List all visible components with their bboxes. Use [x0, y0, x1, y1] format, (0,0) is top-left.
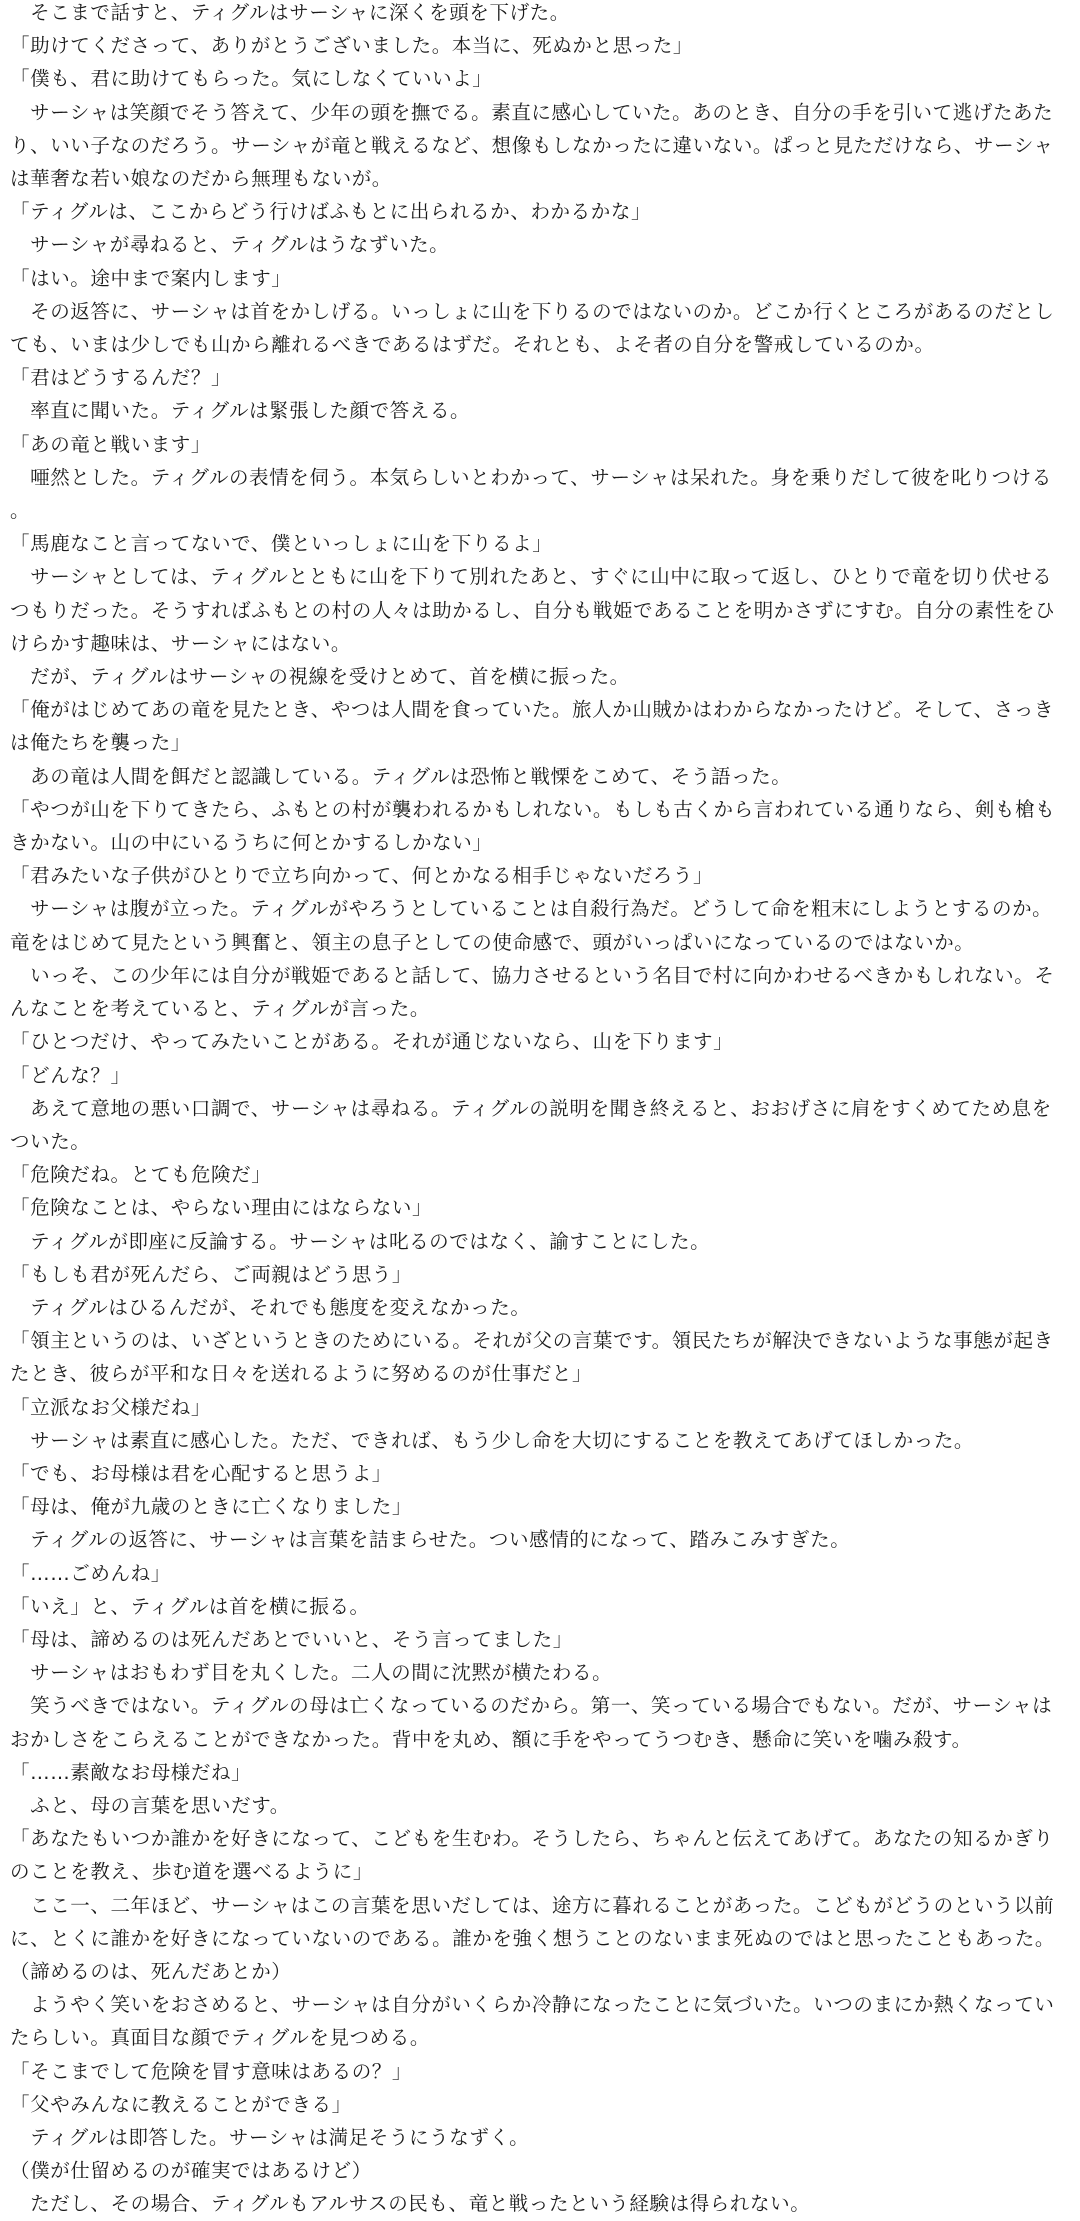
paragraph: 率直に聞いた。ティグルは緊張した顔で答える。: [10, 399, 471, 423]
paragraph: 「いえ」と、ティグルは首を横に振る。: [10, 1594, 370, 1618]
paragraph: 笑うべきではない。ティグルの母は亡くなっているのだから。第一、笑っている場合でもない。だが、サーシャはおかしさをこらえることができなかった。背中を丸め、額に手をやってうつむき、懸命に笑いを噛み殺す。: [10, 1694, 1053, 1751]
paragraph: （諦めるのは、死んだあとか）: [10, 1959, 292, 1983]
paragraph: 「君はどうするんだ？」: [10, 366, 232, 390]
paragraph: 「やつが山を下りてきたら、ふもとの村が襲われるかもしれない。もしも古くから言われている通りなら、剣も槍もきかない。山の中にいるうちに何とかするしかない」: [10, 797, 1056, 855]
paragraph: 「母は、諦めるのは死んだあとでいいと、そう言ってました」: [10, 1627, 573, 1651]
paragraph: 「ティグルは、ここからどう行けばふもとに出られるか、わかるかな」: [10, 200, 652, 224]
paragraph: サーシャは素直に感心した。ただ、できれば、もう少し命を大切にすることを教えてあげてほしかった。: [10, 1428, 975, 1452]
paragraph: 「もしも君が死んだら、ご両親はどう思う」: [10, 1262, 413, 1286]
paragraph: 「あの竜と戦います」: [10, 432, 212, 456]
paragraph: 「どんな？」: [10, 1063, 131, 1087]
paragraph: ただし、その場合、ティグルもアルサスの民も、竜と戦ったという経験は得られない。: [10, 2192, 811, 2216]
paragraph: 「危険だね。とても危険だ」: [10, 1163, 272, 1187]
paragraph: あえて意地の悪い口調で、サーシャは尋ねる。ティグルの説明を聞き終えると、おおげさに肩をすくめてため息をついた。: [10, 1096, 1052, 1153]
paragraph: サーシャが尋ねると、ティグルはうなずいた。: [10, 233, 450, 257]
paragraph: サーシャは腹が立った。ティグルがやろうとしていることは自殺行為だ。どうして命を粗末にしようとするのか。竜をはじめて見たという興奮と、領主の息子としての使命感で、頭がいっぱいになっているのではないか。: [10, 897, 1053, 954]
paragraph: ティグルはひるんだが、それでも態度を変えなかった。: [10, 1295, 531, 1319]
paragraph: ティグルは即答した。サーシャは満足そうにうなずく。: [10, 2126, 530, 2149]
paragraph: ようやく笑いをおさめると、サーシャは自分がいくらか冷静になったことに気づいた。いつのまにか熱くなっていたらしい。真面目な顔でティグルを見つめる。: [10, 1993, 1055, 2050]
paragraph: 「そこまでして危険を冒す意味はあるの？」: [10, 2059, 413, 2083]
paragraph: 「……素敵なお母様だね」: [10, 1760, 252, 1784]
paragraph: 「立派なお父様だね」: [10, 1395, 212, 1419]
paragraph: サーシャはおもわず目を丸くした。二人の間に沈黙が横たわる。: [10, 1661, 613, 1685]
paragraph: 「助けてくださって、ありがとうございました。本当に、死ぬかと思った」: [10, 34, 694, 58]
paragraph: 「危険なことは、やらない理由にはならない」: [10, 1196, 433, 1220]
paragraph: （僕が仕留めるのが確実ではあるけど）: [10, 2159, 372, 2183]
paragraph: 「……ごめんね」: [10, 1561, 171, 1585]
paragraph: あの竜は人間を餌だと認識している。ティグルは恐怖と戦慄をこめて、そう語った。: [10, 764, 792, 788]
paragraph: 「父やみんなに教えることができる」: [10, 2092, 352, 2116]
paragraph: 「ひとつだけ、やってみたいことがある。それが通じないなら、山を下ります」: [10, 1030, 734, 1054]
paragraph: 「俺がはじめてあの竜を見たとき、やつは人間を食っていた。旅人か山賊かはわからなかったけど。そして、さっきは俺たちを襲った」: [10, 698, 1055, 755]
paragraph: そこまで話すと、ティグルはサーシャに深くを頭を下げた。: [10, 1, 570, 24]
paragraph: 「僕も、君に助けてもらった。気にしなくていいよ」: [10, 67, 493, 91]
paragraph: 「はい。途中まで案内します」: [10, 266, 292, 290]
paragraph: サーシャとしては、ティグルとともに山を下りて別れたあと、すぐに山中に取って返し、ひとりで竜を切り伏せるつもりだった。そうすればふもとの村の人々は助かるし、自分も戦姫であることを明かさずにすむ。自分の素性をひけらかす趣味は、サーシャにはない。: [10, 565, 1056, 655]
novel-text: [10, 0, 1070, 2221]
paragraph: サーシャは笑顔でそう答えて、少年の頭を撫でる。素直に感心していた。あのとき、自分の手を引いて逃げたあたり、いい子なのだろう。サーシャが竜と戦えるなど、想像もしなかったに違いない。ぱっと見ただけなら、サーシャは華奢な若い娘なのだから無理もないが。: [10, 100, 1054, 191]
paragraph: 「領主というのは、いざというときのためにいる。それが父の言葉です。領民たちが解決できないような事態が起きたとき、彼らが平和な日々を送れるように努めるのが仕事だと」: [10, 1329, 1054, 1386]
paragraph: いっそ、この少年には自分が戦姫であると話して、協力させるという名目で村に向かわせるべきかもしれない。そんなことを考えていると、ティグルが言った。: [10, 963, 1055, 1021]
paragraph: 唖然とした。ティグルの表情を伺う。本気らしいとわかって、サーシャは呆れた。身を乗りだして彼を叱りつける。: [10, 465, 1052, 523]
paragraph: 「でも、お母様は君を心配すると思うよ」: [10, 1461, 392, 1485]
paragraph: 「母は、俺が九歳のときに亡くなりました」: [10, 1495, 413, 1519]
paragraph: 「君みたいな子供がひとりで立ち向かって、何とかなる相手じゃないだろう」: [10, 864, 714, 888]
paragraph: 「馬鹿なこと言ってないで、僕といっしょに山を下りるよ」: [10, 532, 553, 556]
paragraph: だが、ティグルはサーシャの視線を受けとめて、首を横に振った。: [10, 665, 630, 689]
paragraph: ふと、母の言葉を思いだす。: [10, 1793, 290, 1817]
paragraph: 「あなたもいつか誰かを好きになって、こどもを生むわ。そうしたら、ちゃんと伝えてあげて。あなたの知るかぎりのことを教え、歩む道を選べるように」: [10, 1827, 1054, 1884]
paragraph: ティグルが即座に反論する。サーシャは叱るのではなく、諭すことにした。: [10, 1229, 711, 1253]
paragraph: その返答に、サーシャは首をかしげる。いっしょに山を下りるのではないのか。どこか行くところがあるのだとしても、いまは少しでも山から離れるべきであるはずだ。それとも、よそ者の自分を警戒しているのか。: [10, 299, 1055, 357]
paragraph: ティグルの返答に、サーシャは言葉を詰まらせた。つい感情的になって、踏みこみすぎた。: [10, 1528, 851, 1552]
paragraph: ここ一、二年ほど、サーシャはこの言葉を思いだしては、途方に暮れることがあった。こどもがどうのという以前に、とくに誰かを好きになっていないのである。誰かを強く想うことのないまま死ぬのではと思ったこともあった。: [10, 1893, 1056, 1950]
